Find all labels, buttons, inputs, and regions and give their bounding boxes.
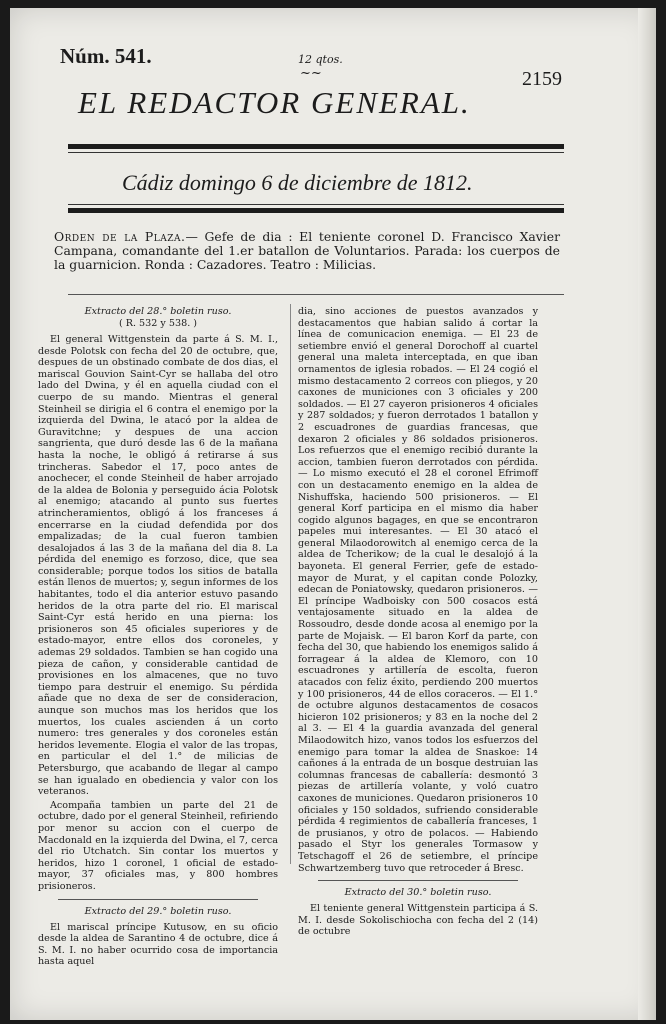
masthead-rule-thick [68,144,564,149]
bulletin-28-subheading: ( R. 532 y 538. ) [118,318,198,329]
bulletin-29-heading: Extracto del 29.° boletin ruso. [84,905,232,917]
article-paragraph: El mariscal príncipe Kutusow, en su oficio desde la aldea de Sarantino 4 de octubre, dice á S. M. I. no haber ocurrido cosa de importancia hasta aquel [38,921,278,968]
issue-number: Núm. 541. [60,44,152,68]
orden-label: Orden de la Plaza. [54,229,186,244]
article-separator [318,880,518,881]
section-rule [68,294,564,295]
dateline: Cádiz domingo 6 de diciembre de 1812. [122,170,473,195]
orden-de-la-plaza [54,230,560,272]
bottom-margin [10,898,656,1020]
article-paragraph: El teniente general Wittgenstein participa á S. M. I. desde Sokolischiocha con fecha del 2 (14) de octubre [298,903,538,938]
dateline-rule-thick [68,208,564,213]
orden-text: — Gefe de dia : El teniente coronel D. Francisco Xavier Campana, comandante del 1.er batallon de Voluntarios. Parada: los cuerpos de la guarnicion. Ronda : Cazadores. Teatro : Milicias. [54,229,560,272]
page-number: 2159 [522,68,562,90]
dateline-rule-thin [68,204,564,205]
article-paragraph: El general Wittgenstein da parte á S. M. I., desde Polotsk con fecha del 20 de octubre, que, despues de un obstinado combate de dos dias, el mariscal Gouvion Saint-Cyr se hallaba del otro lado del Dwina, y él en aquella ciudad con el cuerpo de su mando. Mientras el general Steinheil se dirigia el 6 contra el enemigo por la izquierda del Dwina, le atacó por la aldea de Guravitchne; y despues de una accion sangrienta, que duró desde las 6 de la mañana hasta la noche, le obligó á retirarse á sus trincheras. Sabedor el 17, poco antes de anochecer, el conde Steinheil de haber arrojado de la aldea de Bolonia y perseguido ácia Polotsk al enemigo; atacando al punto sus fuertes atrincheramientos, obligó á los franceses á encerrarse en la ciudad defendida por dos empalizadas; de la cual fueron tambien desalojados á las 3 de la mañana del dia 8. La pérdida del enemigo es forzoso, dice, que sea considerable; porque todos los sitios de batalla están llenos de muertos; y, segun informes de los habitantes, todo el dia anterior estuvo pasando heridos de la otra parte del rio. El mariscal Saint-Cyr está herido en una pierna: los prisioneros son 45 oficiales superiores y de estado-mayor, entre ellos dos coroneles, y ademas 29 soldados. Tambien se han cogido una pieza de cañon, y considerable cantidad de provisiones en los almacenes, que no tuvo tiempo para destruir el enemigo. Su pérdida añade que no dexa de ser de consideracion, aunque son muchos mas los heridos que los muertos, los cuales ascienden á un corto numero: tres generales y dos coroneles están heridos levemente. Elogia el valor de las tropas, en particular el del 1.° de milicias de Petersburgo, que acabando de llegar al campo se han igualado en obediencia y valor con los veteranos. [38,334,278,798]
masthead-rule-thin [68,152,564,153]
left-column [38,306,278,968]
masthead-title: EL REDACTOR GENERAL. [78,85,471,120]
article-paragraph: Acompaña tambien un parte del 21 de octubre, dado por el general Steinheil, refiriendo por menor su accion con el cuerpo de Macdonald en la izquierda del Dwina, el 7, cerca del rio Utchatch. Sin contar los muertos y heridos, hizo 1 coronel, 1 oficial de estado-mayor, 37 oficiales mas, y 800 hombres prisioneros. [38,799,278,892]
bulletin-30-heading: Extracto del 30.° boletin ruso. [344,887,492,899]
right-column [298,306,538,938]
page-edge-shadow [638,8,656,1020]
newspaper-page [10,8,656,1020]
flourish-ornament: ~~ [300,66,322,81]
article-paragraph: dia, sino acciones de puestos avanzados y destacamentos que habian salido á cortar la línea de comunicacion enemiga. — El 23 de setiembre envió el general Dorochoff al cuartel general una maleta interceptada, en que iban ornamentos de iglesia robados. — El 24 cogió el mismo destacamento 2 correos con pliegos, y 20 caxones de municiones con 3 oficiales y 200 soldados. — El 27 cayeron prisioneros 4 oficiales y 287 soldados; y fueron derrotados 1 batallon y 2 escuadrones de guardias francesas, que dexaron 2 oficiales y 86 soldados prisioneros. Los refuerzos que el enemigo recibió durante la accion, tambien fueron derrotados con pérdida. — Lo mismo executó el 28 el coronel Efrimoff con un destacamento enemigo en la aldea de Nishuffska, haciendo 500 prisioneros. — El general Korf participa en el mismo dia haber cogido algunos bagages, en que se encontraron papeles mui interesantes. — El 30 atacó el general Milaodorowitch al enemigo cerca de la aldea de Tcherikow; de la cual le desalojó á la bayoneta. El general Ferrier, gefe de estado-mayor de Murat, y el capitan conde Polozky, edecan de Poniatowsky, quedaron prisioneros. — El príncipe Wadboisky con 500 cosacos está ventajosamente situado en la aldea de Rossoudro, desde donde acosa al enemigo por la parte de Mojaisk. — El baron Korf da parte, con fecha del 30, que habiendo los enemigos salido á forragear á la aldea de Klemoro, con 10 escuadrones y artillería de escolta, fueron atacados con feliz éxito, perdiendo 200 muertos y 100 prisioneros, 44 de ellos coraceros. — El 1.° de octubre algunos destacamentos de cosacos hicieron 102 prisioneros; y 83 en la noche del 2 al 3. — El 4 la guardia avanzada del general Milaodowitch hizo, vanos todos los esfuerzos del enemigo para tomar la aldea de Snaskoe: 14 cañones á la entrada de un bosque destruian las columnas francesas de caballería: desmontó 3 piezas de artillería volante, y voló cuatro caxones de municiones. Quedaron prisioneros 10 oficiales y 150 soldados, sufriendo considerable pérdida 4 regimientos de caballería franceses, 1 de prusianos, y otro de polacos. — Habiendo pasado el Styr los generales Tormasow y Tetschagoff el 26 de setiembre, el príncipe Schwartzemberg tuvo que retroceder á Bresc. [298,306,538,874]
issue-price: 12 qtos. [298,53,343,66]
bulletin-28-heading: Extracto del 28.° boletin ruso. [84,306,232,317]
column-divider [290,304,291,864]
